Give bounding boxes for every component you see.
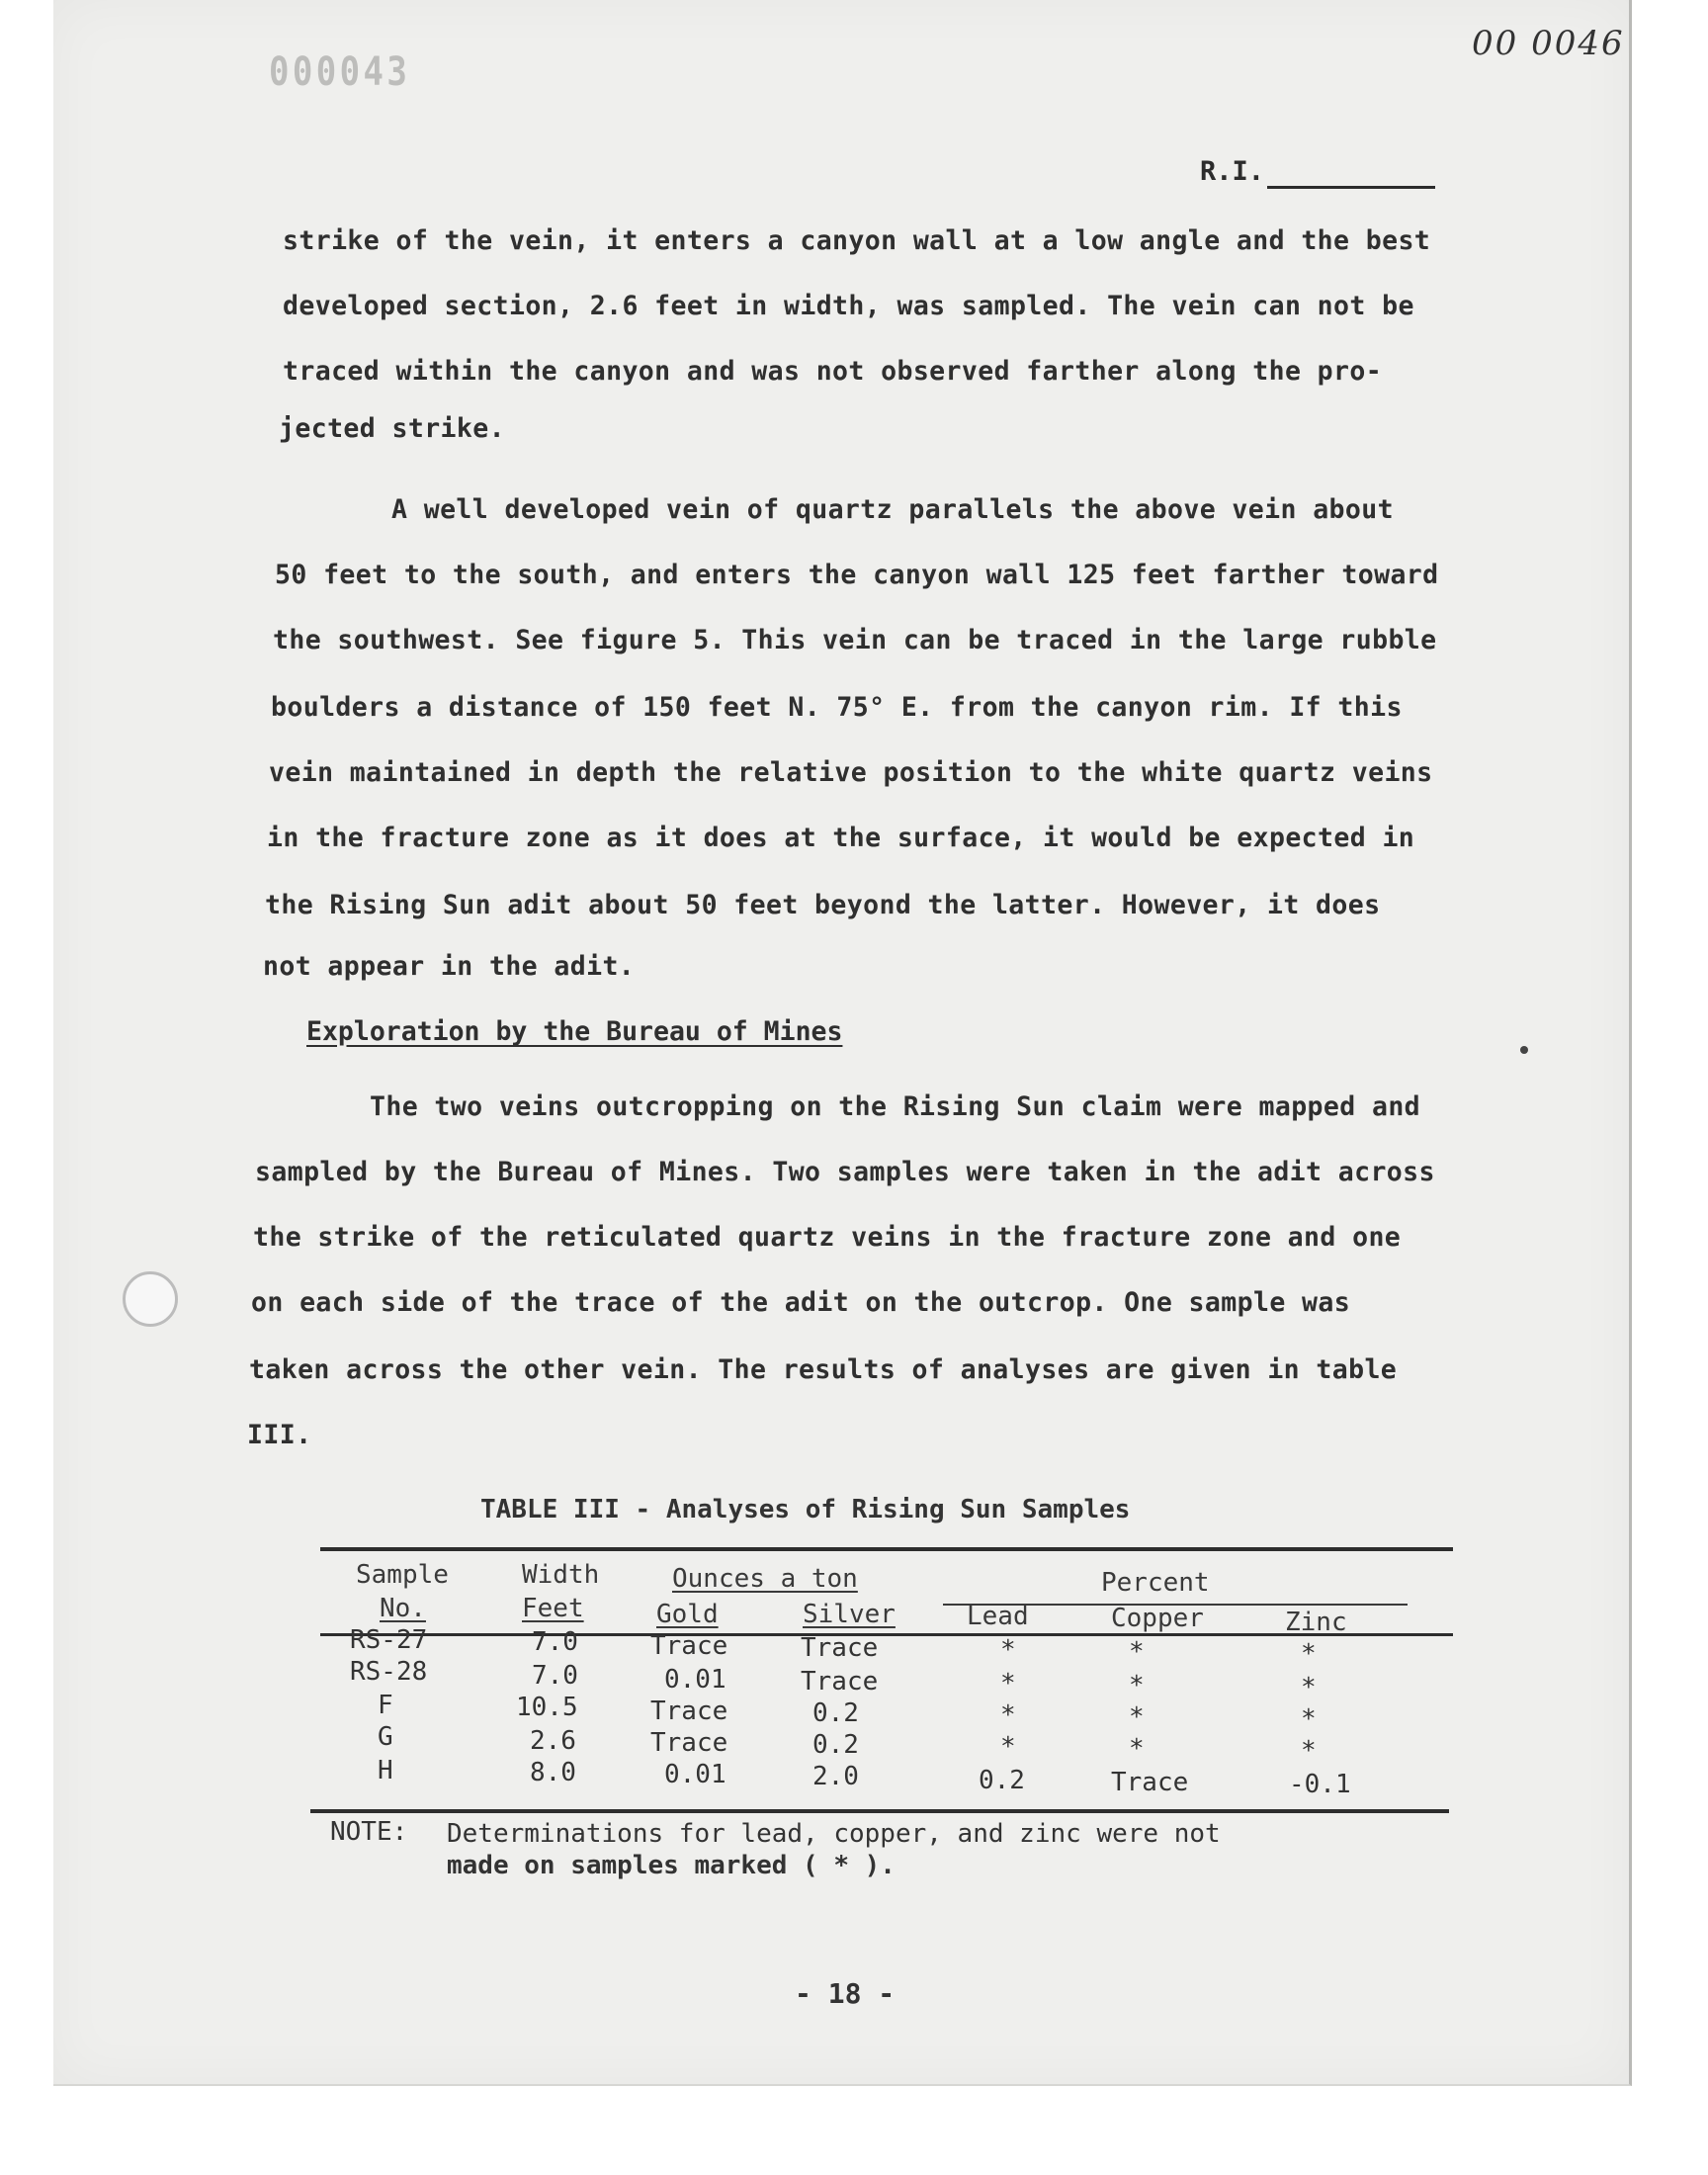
cell-width: 7.0 [532,1661,578,1691]
header-lead: Lead [967,1602,1029,1631]
cell-zinc: * [1301,1673,1317,1702]
note-line: made on samples marked ( * ). [447,1851,896,1880]
header-percent: Percent [1101,1568,1210,1598]
cell-zinc: * [1301,1736,1317,1766]
punch-hole [123,1271,178,1327]
header-gold: Gold [656,1600,719,1629]
cell-sample: G [378,1722,393,1752]
cell-width: 8.0 [530,1758,576,1787]
header-width: Width [522,1560,600,1590]
header-copper: Copper [1111,1604,1204,1633]
cell-lead: * [1000,1635,1016,1665]
table-bottom-rule [310,1809,1449,1813]
page-number: - 18 - [795,1977,896,2010]
cell-lead: 0.2 [979,1766,1025,1795]
cell-sample: H [378,1756,393,1785]
cell-copper: * [1129,1702,1145,1732]
body-line: the southwest. See figure 5. This vein can be traced in the large rubble [273,625,1437,655]
cell-lead: * [1000,1732,1016,1762]
header-silver: Silver [803,1600,896,1629]
cell-sample: RS-27 [350,1625,428,1655]
header-sample-no: No. [380,1594,426,1623]
cell-lead: * [1000,1669,1016,1698]
body-line: The two veins outcropping on the Rising Sun claim were mapped and [370,1091,1421,1122]
cell-copper: Trace [1111,1768,1189,1797]
body-line: vein maintained in depth the relative position to the white quartz veins [269,757,1433,788]
table-top-rule [320,1547,1453,1551]
body-line: in the fracture zone as it does at the surface, it would be expected in [267,823,1415,853]
cell-gold: 0.01 [664,1665,726,1695]
ri-label: R.I. [1200,156,1265,187]
ri-blank-line [1267,186,1435,189]
table-header-rule [320,1633,1453,1636]
body-line: the Rising Sun adit about 50 feet beyond the latter. However, it does [265,890,1381,920]
cell-silver: Trace [801,1667,879,1696]
header-ounces-a-ton: Ounces a ton [672,1564,858,1594]
body-line: strike of the vein, it enters a canyon wall at a low angle and the best [283,225,1431,256]
handwritten-page-number: 00 0046 [1472,24,1625,63]
body-line: traced within the canyon and was not observed farther along the pro- [283,356,1383,387]
cell-copper: * [1129,1637,1145,1667]
header-width-feet: Feet [522,1594,584,1623]
cell-gold: Trace [650,1696,728,1726]
header-zinc: Zinc [1285,1608,1347,1637]
cell-width: 2.6 [530,1726,576,1756]
stamp-number: 000043 [269,49,411,95]
cell-zinc: * [1301,1704,1317,1734]
cell-zinc: * [1301,1639,1317,1669]
body-line: A well developed vein of quartz parallels the above vein about [391,494,1394,525]
body-line: developed section, 2.6 feet in width, was sampled. The vein can not be [283,291,1414,321]
note-line: Determinations for lead, copper, and zinc were not [447,1819,1221,1849]
cell-gold: Trace [650,1631,728,1661]
cell-gold: Trace [650,1728,728,1758]
cell-width: 10.5 [516,1693,578,1722]
cell-silver: 0.2 [812,1698,859,1728]
body-line: taken across the other vein. The results of analyses are given in table [249,1354,1398,1385]
cell-gold: 0.01 [664,1760,726,1789]
cell-silver: 2.0 [812,1762,859,1791]
table-title: TABLE III - Analyses of Rising Sun Samples [480,1495,1131,1524]
cell-lead: * [1000,1700,1016,1730]
cell-zinc: -0.1 [1289,1770,1351,1799]
cell-silver: Trace [801,1633,879,1663]
body-line: sampled by the Bureau of Mines. Two samples were taken in the adit across [255,1157,1435,1187]
body-line: on each side of the trace of the adit on the outcrop. One sample was [251,1287,1351,1318]
cell-width: 7.0 [532,1627,578,1657]
cell-sample: RS-28 [350,1657,428,1687]
cell-copper: * [1129,1671,1145,1700]
note-label: NOTE: [330,1817,408,1847]
body-line: III. [247,1420,312,1450]
cell-copper: * [1129,1734,1145,1764]
cell-sample: F [378,1691,393,1720]
body-line: boulders a distance of 150 feet N. 75° E. from the canyon rim. If this [271,692,1403,723]
document-page [53,0,1632,2086]
section-heading: Exploration by the Bureau of Mines [306,1016,843,1047]
body-line: jected strike. [279,413,505,444]
body-line: the strike of the reticulated quartz veins in the fracture zone and one [253,1222,1402,1253]
body-line: not appear in the adit. [263,951,636,982]
body-line: 50 feet to the south, and enters the canyon wall 125 feet farther toward [275,560,1439,590]
header-sample: Sample [356,1560,449,1590]
speck-mark [1520,1046,1528,1054]
cell-silver: 0.2 [812,1730,859,1760]
